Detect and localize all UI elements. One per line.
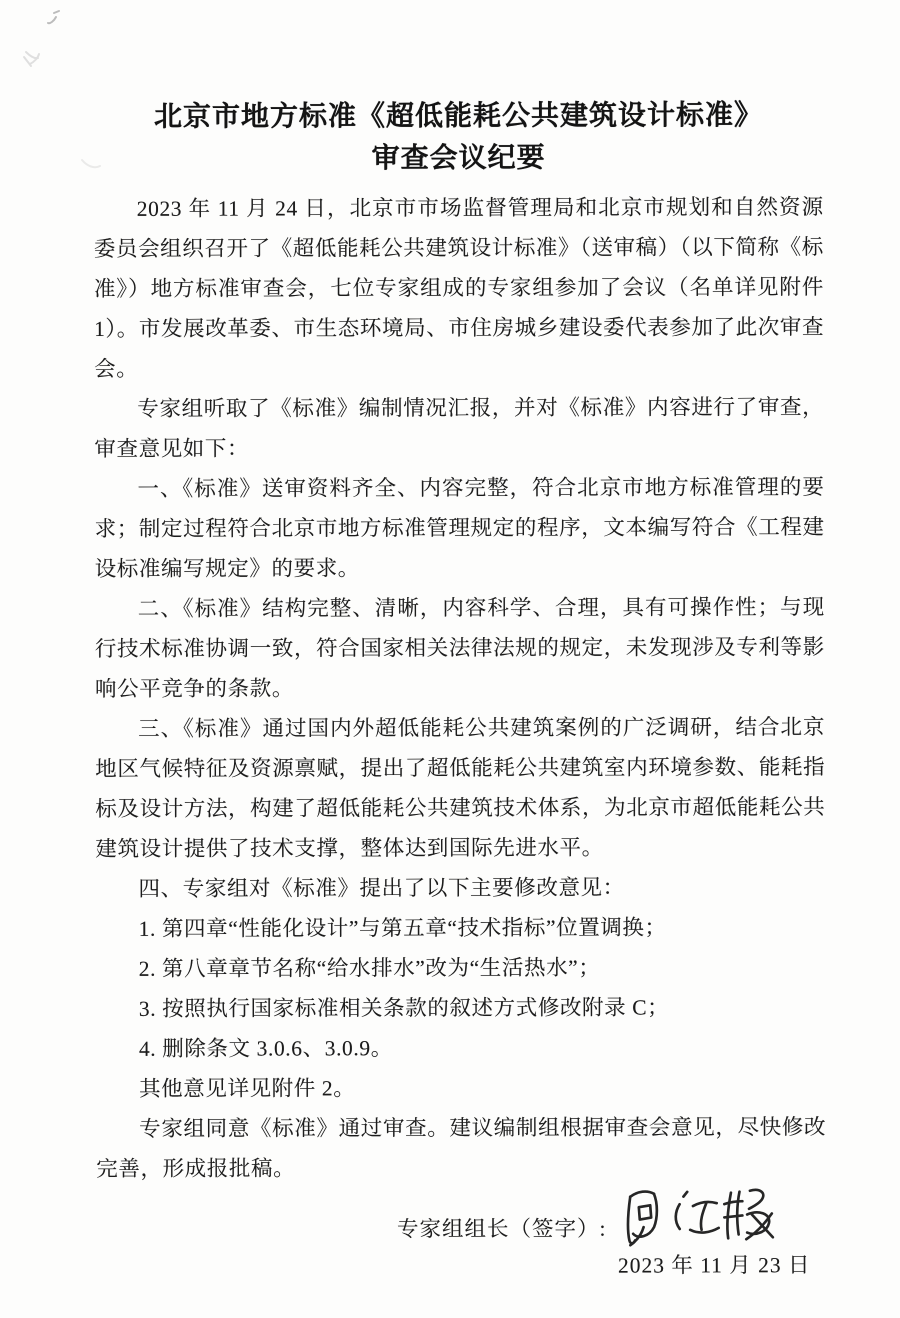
title-line-2: 审查会议纪要 — [371, 142, 546, 175]
other-opinions-note: 其他意见详见附件 2。 — [139, 1076, 356, 1101]
paragraph-opinion-1: 一、《标准》送审资料齐全、内容完整，符合北京市地方标准管理的要求；制定过程符合北京市地方标准管理规定的程序，文本编写符合《工程建设标准编写规定》的要求。 — [94, 475, 825, 581]
paragraph-conclusion: 专家组同意《标准》通过审查。建议编制组根据审查会意见，尽快修改完善，形成报批稿。 — [96, 1115, 827, 1181]
paragraph-opinion-3: 三、《标准》通过国内外超低能耗公共建筑案例的广泛调研，结合北京地区气候特征及资源禀赋，提出了超低能耗公共建筑室内环境参数、能耗指标及设计方法，构建了超低能耗公共建筑技术体系，为北京市超低能耗公共建筑设计提供了技术支撑，整体达到国际先进水平。 — [95, 715, 826, 861]
revision-list — [96, 907, 826, 1069]
signature-row — [96, 1189, 826, 1247]
list-item: 2. 第八章章节名称“给水排水”改为“生活热水”； — [138, 955, 601, 981]
paragraph-meeting-intro: 2023 年 11 月 24 日，北京市市场监督管理局和北京市规划和自然资源委员会组织召开了《超低能耗公共建筑设计标准》（送审稿）（以下简称《标准》）地方标准审查会，七位专家组成的专家组参加了会议（名单详见附件 1）。市发展改革委、市生态环境局、市住房城乡建设委代表参加了此次审查会。 — [93, 195, 825, 381]
list-item: 4. 删除条文 3.0.6、3.0.9。 — [138, 1036, 393, 1061]
paragraph-review-lead-in: 专家组听取了《标准》编制情况汇报，并对《标准》内容进行了审查，审查意见如下： — [94, 395, 825, 461]
signature-date: 2023 年 11 月 23 日 — [617, 1253, 811, 1278]
document-title — [93, 95, 823, 181]
list-item: 3. 按照执行国家标准相关条款的叙述方式修改附录 C； — [138, 995, 670, 1021]
paragraph-opinion-4-lead-in: 四、专家组对《标准》提出了以下主要修改意见： — [138, 875, 625, 901]
signature-label: 专家组组长（签字）: — [396, 1216, 607, 1242]
paragraph-opinion-2: 二、《标准》结构完整、清晰，内容科学、合理，具有可操作性；与现行技术标准协调一致，符合国家相关法律法规的规定，未发现涉及专利等影响公平竞争的条款。 — [94, 595, 825, 701]
handwritten-signature — [614, 1181, 794, 1257]
document-content — [93, 95, 826, 1283]
list-item: 1. 第四章“性能化设计”与第五章“技术指标”位置调换； — [138, 915, 667, 941]
title-line-1: 北京市地方标准《超低能耗公共建筑设计标准》 — [153, 100, 764, 133]
